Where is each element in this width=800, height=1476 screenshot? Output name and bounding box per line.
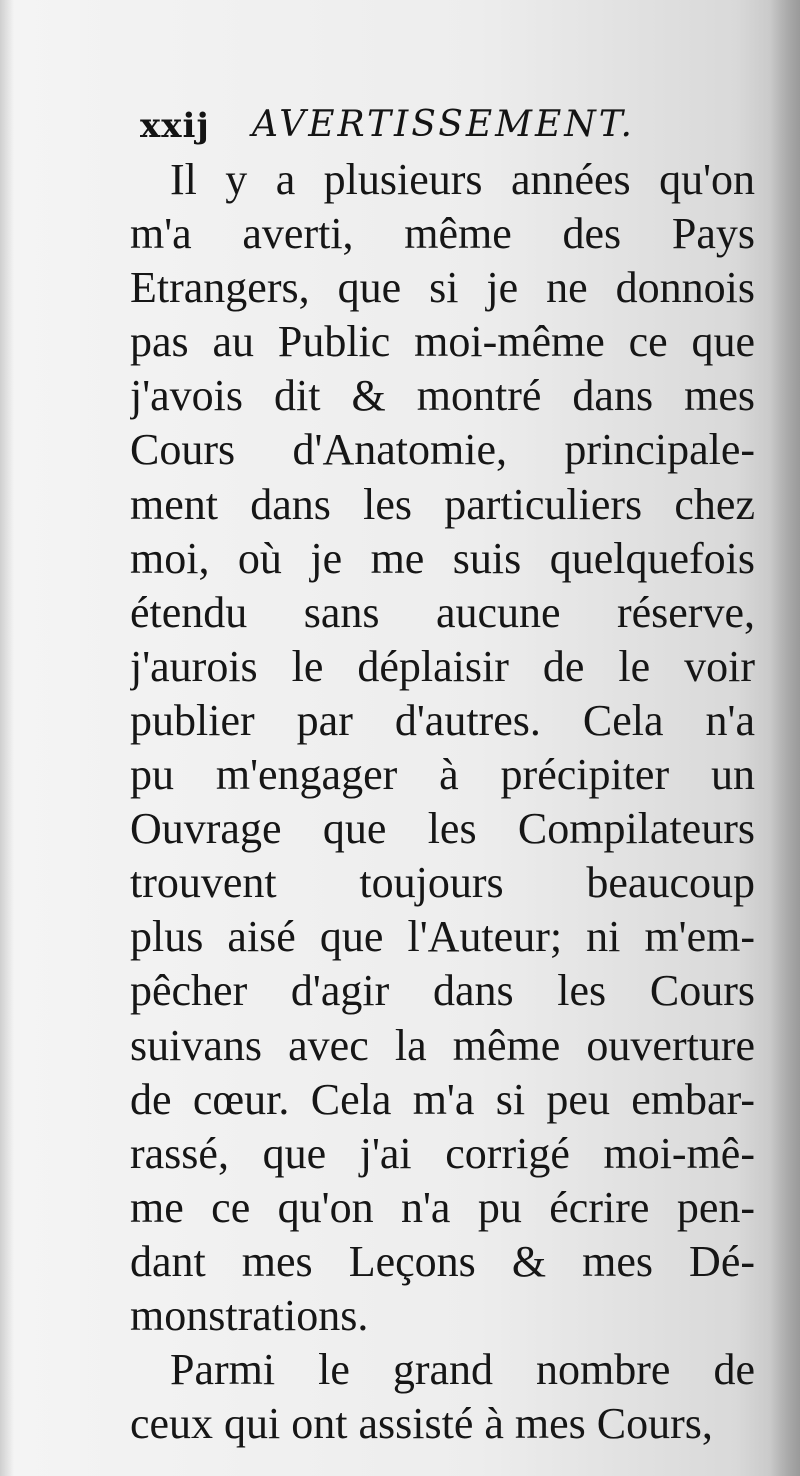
text-line: trouvent toujours beaucoup [130, 858, 755, 908]
running-header [140, 100, 700, 152]
text-line: dant mes Leçons & mes Dé- [130, 1236, 755, 1286]
text-line: publier par d'autres. Cela n'a [130, 695, 755, 745]
text-line: plus aisé que l'Auteur; ni m'em- [130, 912, 755, 962]
body-text [130, 153, 755, 1451]
text-line: étendu sans aucune réserve, [130, 587, 755, 637]
text-line: de cœur. Cela m'a si peu embar- [130, 1074, 755, 1124]
text-line: pêcher d'agir dans les Cours [130, 966, 755, 1016]
text-line: ceux qui ont assisté à mes Cours, [130, 1399, 713, 1449]
text-line: Parmi le grand nombre de [170, 1345, 755, 1395]
running-title: AVERTISSEMENT. [252, 104, 635, 145]
page-gutter-shadow [0, 0, 14, 1476]
text-line: rassé, que j'ai corrigé moi-mê- [130, 1128, 755, 1178]
text-line: Il y a plusieurs années qu'on [170, 155, 755, 204]
text-line: j'aurois le déplaisir de le voir [130, 641, 755, 691]
text-line: j'avois dit & montré dans mes [130, 371, 755, 421]
text-line: Cours d'Anatomie, principale- [130, 425, 755, 475]
text-line: pas au Public moi-même ce que [130, 317, 755, 367]
page-edge-shadow [770, 0, 800, 1476]
text-line: ment dans les particuliers chez [130, 479, 755, 529]
text-line: m'a averti, même des Pays [130, 209, 755, 259]
text-line: Ouvrage que les Compilateurs [130, 804, 755, 854]
text-line: moi, où je me suis quelquefois [130, 533, 755, 583]
text-line: pu m'engager à précipiter un [130, 750, 755, 800]
page-number: xxij [140, 106, 210, 146]
text-line: me ce qu'on n'a pu écrire pen- [130, 1182, 755, 1232]
text-line: monstrations. [130, 1290, 369, 1340]
text-line: Etrangers, que si je ne donnois [130, 263, 755, 313]
text-line: suivans avec la même ouverture [130, 1020, 755, 1070]
